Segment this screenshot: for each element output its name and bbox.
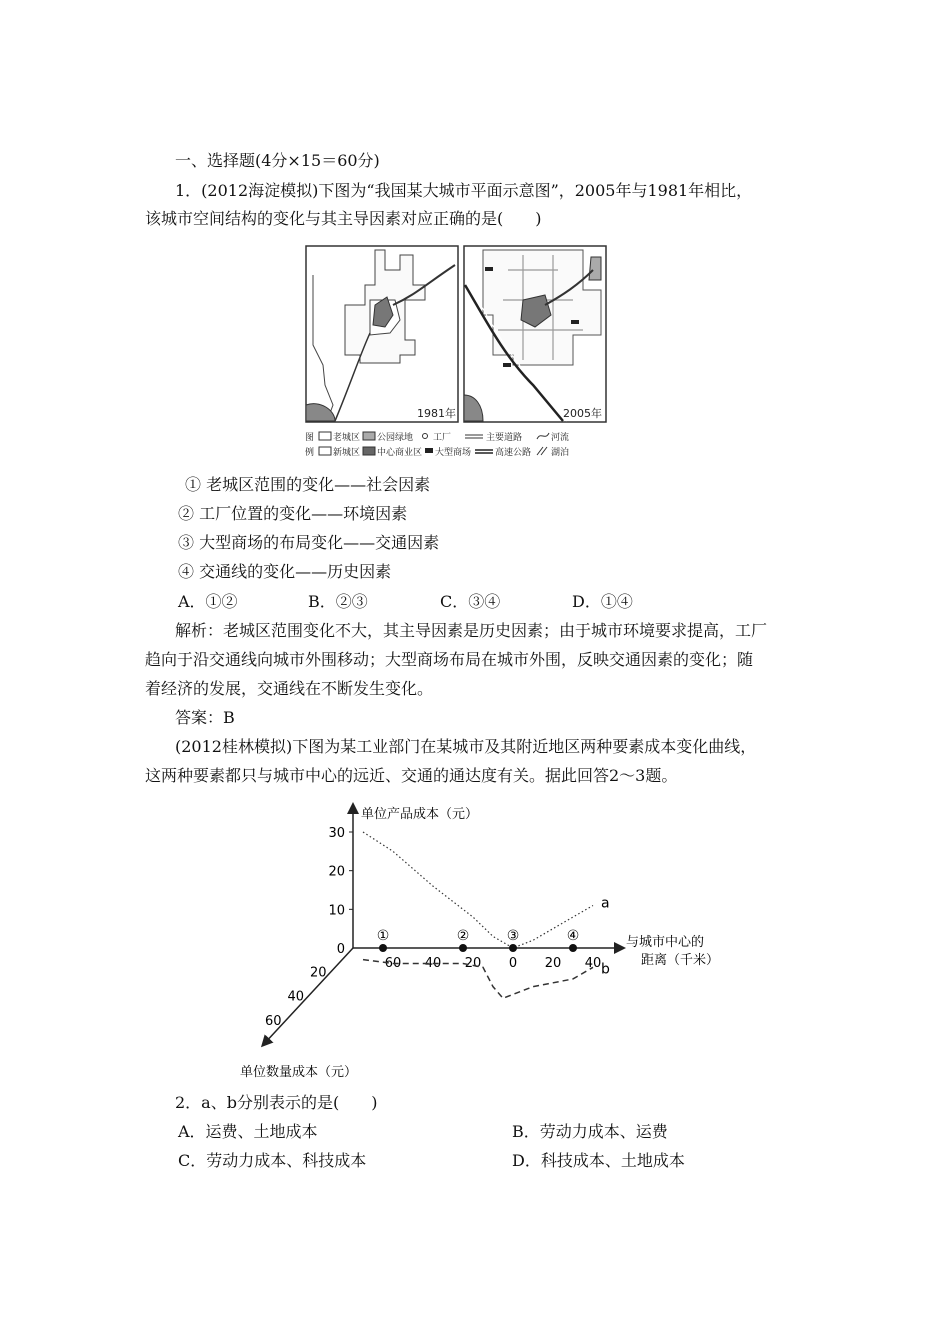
- q1-item-4: ④ 交通线的变化——历史因素: [178, 562, 392, 581]
- q1-item-1: ① 老城区范围的变化——社会因素: [185, 475, 431, 494]
- legend-factory-icon: [423, 434, 428, 439]
- x-tick-label: 20: [464, 956, 482, 971]
- legend-park-swatch: [363, 432, 375, 440]
- cost-curve-svg: [228, 800, 738, 1085]
- q1-item-2: ② 工厂位置的变化——环境因素: [178, 504, 408, 523]
- map-year-1981: 1981年: [417, 407, 456, 420]
- legend-cbd-swatch: [363, 447, 375, 455]
- z-ticks: [265, 965, 327, 1029]
- q1-analysis-line3: 着经济的发展，交通线在不断发生变化。: [145, 679, 434, 698]
- legend-mall: 大型商场: [435, 448, 472, 458]
- legend-river-icon: [537, 433, 549, 439]
- legend-new-city: 新城区: [333, 448, 361, 458]
- location-point: [509, 944, 517, 952]
- location-point: [569, 944, 577, 952]
- legend-mall-icon: [425, 448, 433, 453]
- q1-option-a: A．①②: [178, 592, 238, 611]
- q23-intro-line1: (2012桂林模拟)下图为某工业部门在某城市及其附近地区两种要素成本变化曲线，: [175, 737, 757, 756]
- q2-option-c: C．劳动力成本、科技成本: [178, 1151, 367, 1170]
- y-tick-label: 30: [328, 826, 345, 841]
- location-point: [459, 944, 467, 952]
- map-panel-1981: [306, 246, 458, 422]
- location-point: [379, 944, 387, 952]
- legend-old-city: 老城区: [333, 433, 361, 443]
- legend-new-city-swatch: [319, 447, 331, 455]
- q1-option-c: C．③④: [440, 592, 501, 611]
- q1-option-b: B．②③: [308, 592, 368, 611]
- series-b-label: b: [601, 961, 610, 978]
- q2-option-d: D．科技成本、土地成本: [512, 1151, 685, 1170]
- x-axis-label-line2: 距离（千米）: [641, 953, 720, 968]
- y-axis-label: 单位产品成本（元）: [361, 807, 479, 822]
- city-map-svg: [305, 245, 610, 485]
- q1-stem-line2: 该城市空间结构的变化与其主导因素对应正确的是( ): [145, 209, 542, 228]
- legend-lake: 湖泊: [551, 448, 570, 458]
- q1-item-3: ③ 大型商场的布局变化——交通因素: [178, 533, 440, 552]
- cost-curve-chart: [228, 800, 738, 1085]
- series-layer: [363, 832, 610, 998]
- legend-factory: 工厂: [433, 433, 452, 443]
- legend-road-icon: [465, 435, 483, 438]
- section-heading: 一、选择题(4分×15＝60分): [175, 151, 380, 170]
- x-tick-label: 40: [424, 956, 442, 971]
- series-a-label: a: [601, 895, 610, 912]
- map-legend: [305, 431, 569, 458]
- z-axis-label: 单位数量成本（元）: [240, 1065, 358, 1080]
- x-tick-label: 60: [384, 956, 402, 971]
- x-tick-label: 0: [508, 956, 518, 971]
- location-point-label: ①: [376, 928, 390, 944]
- x-axis-label-line1: 与城市中心的: [626, 935, 705, 950]
- y-tick-label: 0: [336, 942, 345, 957]
- legend-cbd: 中心商业区: [377, 448, 423, 458]
- z-tick-label: 40: [287, 989, 304, 1005]
- z-tick-label: 60: [264, 1013, 282, 1029]
- legend-highway-icon: [475, 450, 493, 453]
- legend-river: 河流: [551, 433, 570, 443]
- legend-main-road: 主要道路: [486, 433, 523, 443]
- x-tick-label: 40: [584, 956, 602, 971]
- y-tick-label: 20: [328, 864, 345, 880]
- legend-park: 公园绿地: [377, 433, 414, 443]
- location-point-label: ③: [506, 928, 520, 944]
- q1-stem-line1: 1．(2012海淀模拟)下图为“我国某大城市平面示意图”，2005年与1981年相比，: [175, 181, 753, 200]
- z-axis: [263, 948, 353, 1045]
- legend-lake-icon: [537, 447, 547, 455]
- x-tick-label: 20: [544, 956, 562, 971]
- map-year-2005: 2005年: [563, 407, 602, 420]
- location-point-label: ②: [456, 928, 470, 944]
- series-a-line: [363, 832, 593, 948]
- q1-option-d: D．①④: [572, 592, 633, 611]
- legend-old-city-swatch: [319, 432, 331, 440]
- legend-highway: 高速公路: [495, 448, 532, 458]
- location-point-label: ④: [566, 928, 580, 944]
- legend-title-1: 图: [305, 433, 315, 443]
- y-tick-label: 10: [328, 903, 345, 919]
- q1-analysis-line1: 解析：老城区范围变化不大，其主导因素是历史因素；由于城市环境要求提高，工厂: [175, 621, 768, 640]
- q1-analysis-line2: 趋向于沿交通线向城市外围移动；大型商场布局在城市外围，反映交通因素的变化；随: [145, 650, 754, 669]
- q1-answer: 答案：B: [175, 708, 235, 727]
- z-tick-label: 20: [309, 965, 327, 981]
- q2-option-b: B．劳动力成本、运费: [512, 1122, 668, 1141]
- legend-title-2: 例: [305, 448, 315, 458]
- q2-option-a: A．运费、土地成本: [178, 1122, 318, 1141]
- map-panel-2005: [464, 246, 606, 422]
- city-map-figure: [305, 245, 610, 485]
- q23-intro-line2: 这两种要素都只与城市中心的远近、交通的通达度有关。据此回答2～3题。: [145, 766, 678, 785]
- q2-stem: 2．a、b分别表示的是( ): [175, 1093, 378, 1112]
- y-ticks: [328, 826, 353, 957]
